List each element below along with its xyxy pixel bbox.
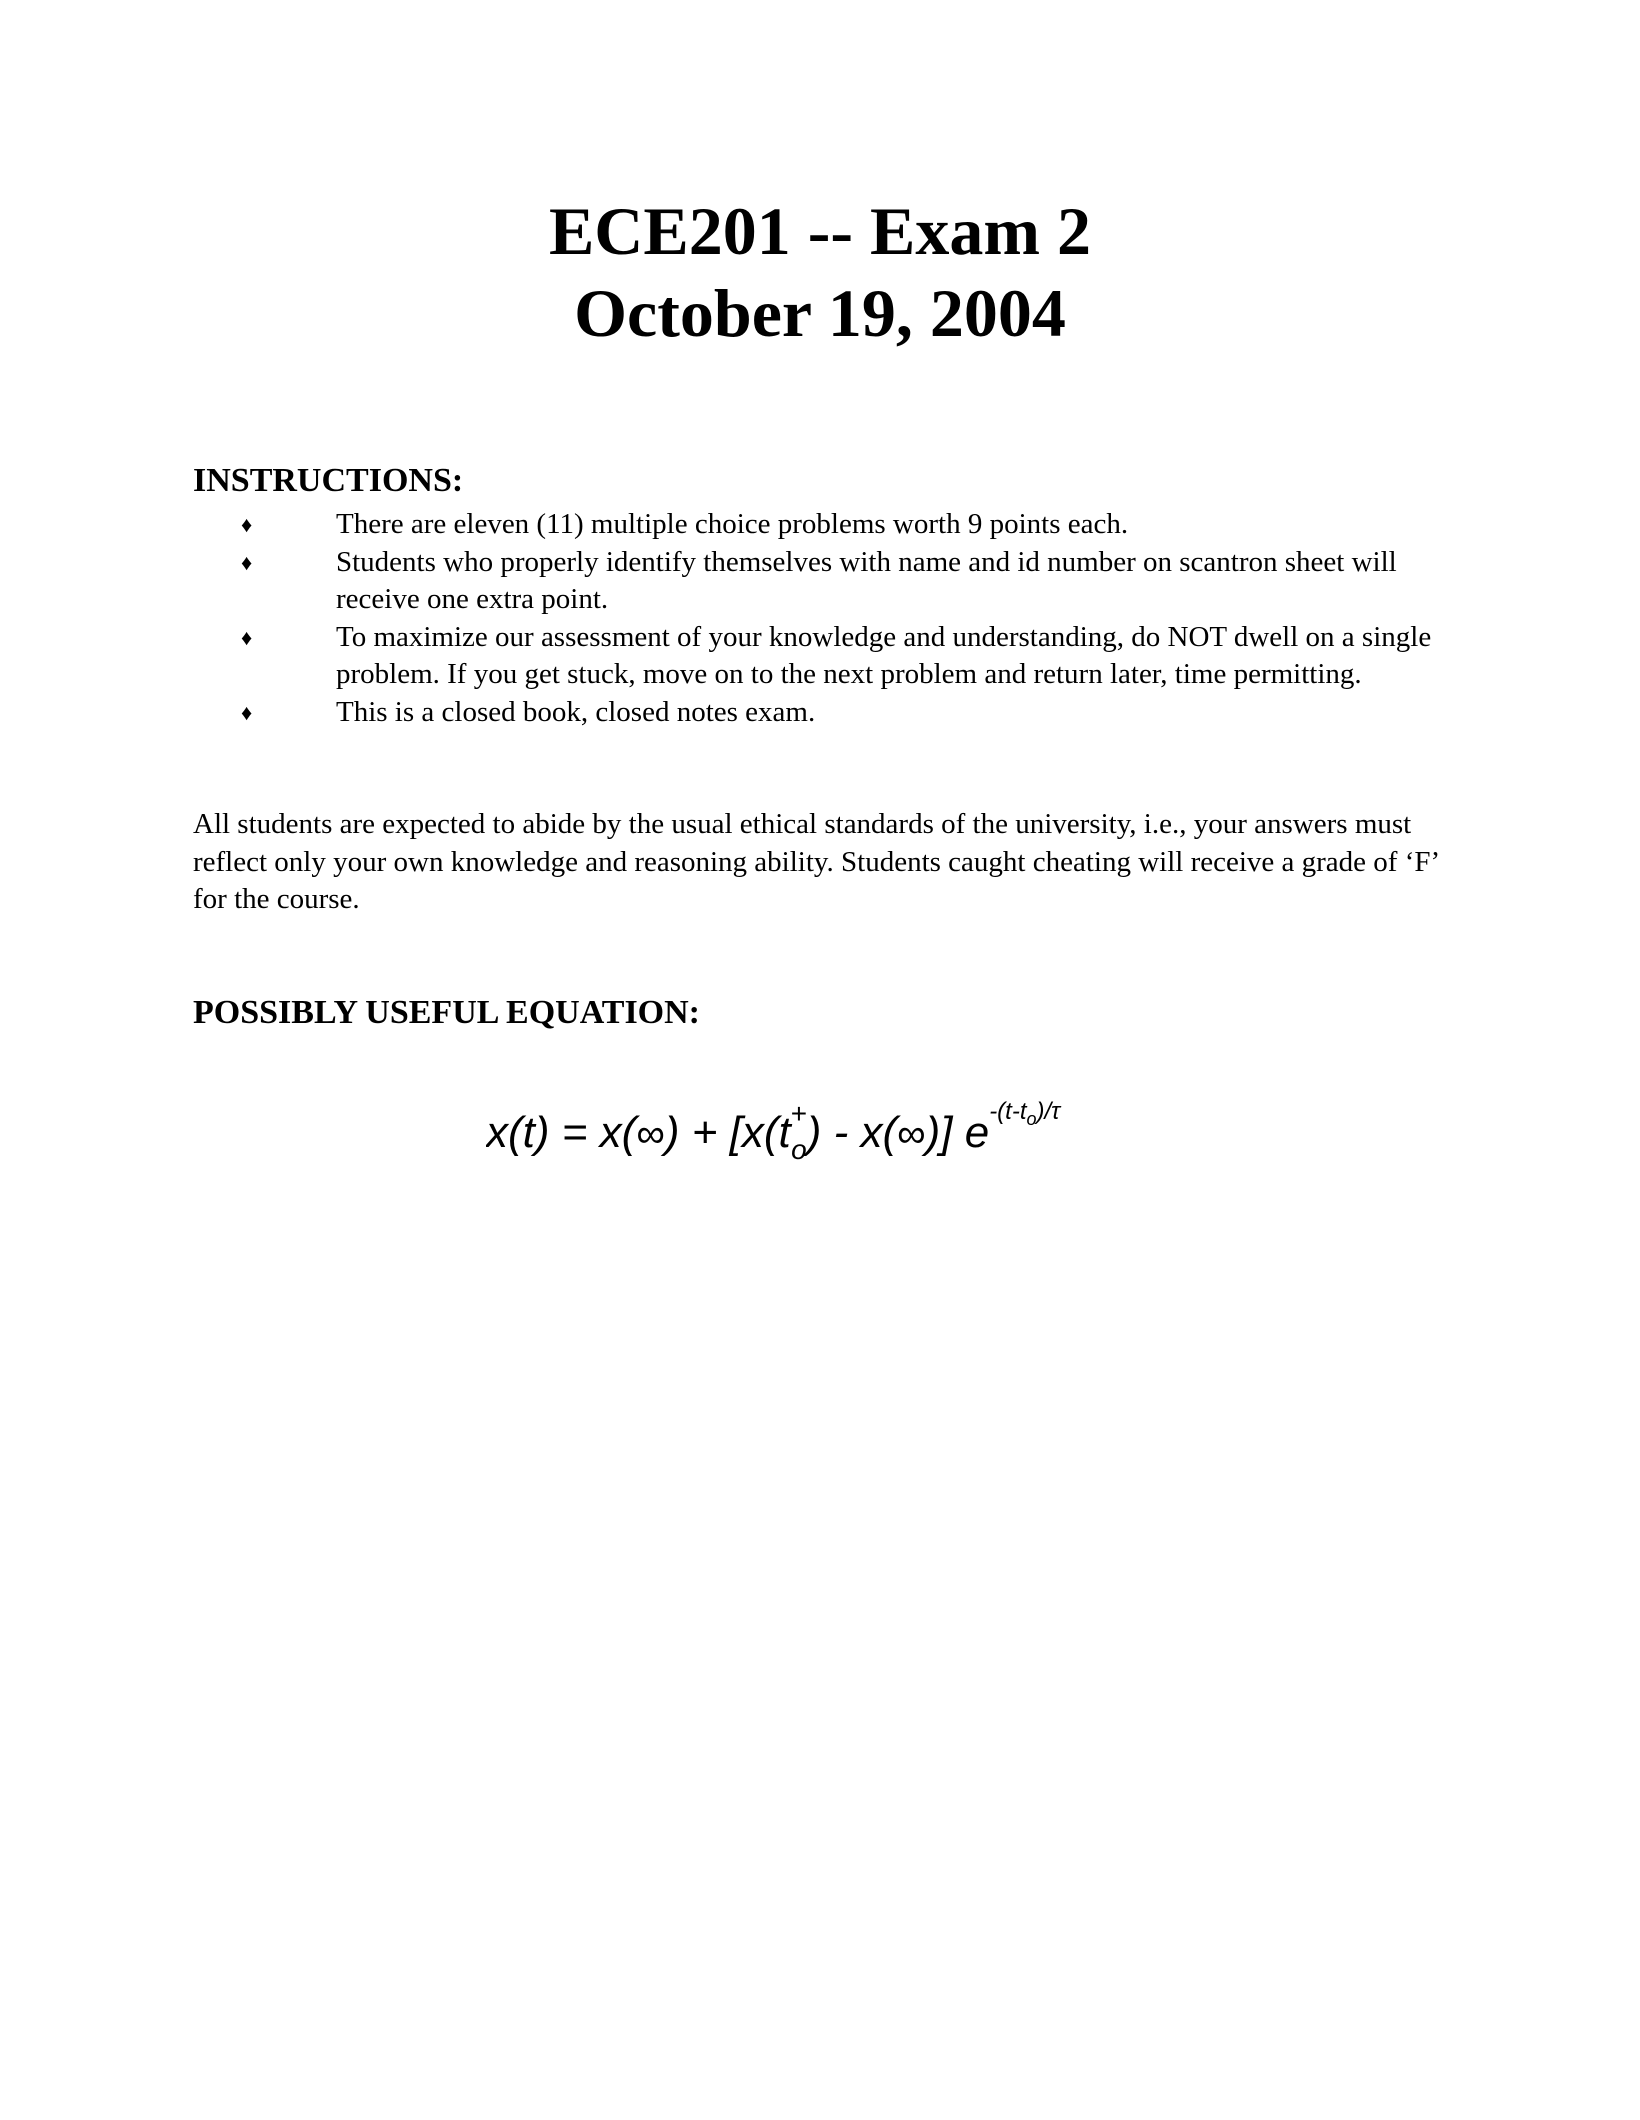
- equation-part: ) + [x(t: [664, 1108, 791, 1157]
- instruction-text: This is a closed book, closed notes exam.: [336, 695, 816, 728]
- instruction-item: [193, 619, 1433, 694]
- superscript-plus: +: [790, 1098, 808, 1129]
- exponent: -(t-t: [989, 1098, 1027, 1125]
- infinity-symbol: ∞: [897, 1112, 926, 1156]
- instruction-item: [193, 544, 1433, 619]
- instructions-heading: INSTRUCTIONS:: [193, 462, 464, 499]
- equation-part: )] e: [925, 1108, 990, 1157]
- exam-title: [0, 190, 1640, 354]
- exam-title-date: October 19, 2004: [574, 275, 1066, 351]
- infinity-symbol: ∞: [636, 1112, 665, 1156]
- svg-text:x(t) = x(∞) + [x(t+o) - x(∞)]: [486, 1098, 1062, 1165]
- equation-part: ) - x(: [806, 1108, 898, 1157]
- exam-title-course: ECE201 -- Exam 2: [548, 193, 1092, 269]
- instruction-item: [193, 506, 1433, 544]
- diamond-bullet-icon: ♦: [241, 549, 253, 575]
- academic-integrity-statement: All students are expected to abide by the usual ethical standards of the university, i.e., your answers must reflect only your own knowledge and reasoning ability. Students caught cheating will receive a grade of ‘F’ for the course.: [193, 808, 1438, 915]
- exponent-subscript-o: o: [1026, 1109, 1037, 1129]
- diamond-bullet-icon: ♦: [241, 699, 253, 725]
- instruction-text: To maximize our assessment of your knowledge and understanding, do NOT dwell on a single problem. If you get stuck, move on to the next problem and return later, time permitting.: [336, 620, 1432, 690]
- exponent-end: )/τ: [1036, 1098, 1061, 1125]
- instruction-list: [193, 506, 1433, 731]
- diamond-bullet-icon: ♦: [241, 512, 253, 537]
- instruction-text: There are eleven (11) multiple choice problems worth 9 points each.: [336, 508, 1129, 540]
- instruction-text: Students who properly identify themselves with name and id number on scantron sheet will receive one extra point.: [336, 545, 1397, 615]
- diamond-bullet-icon: ♦: [241, 624, 253, 650]
- subscript-o: o: [791, 1134, 807, 1165]
- useful-equation: [486, 1085, 1246, 1175]
- equation-graphic: [486, 1085, 1246, 1175]
- instruction-item: [193, 694, 1433, 732]
- equation-heading: POSSIBLY USEFUL EQUATION:: [193, 994, 700, 1031]
- equation-lhs: x(t) = x(: [486, 1108, 637, 1157]
